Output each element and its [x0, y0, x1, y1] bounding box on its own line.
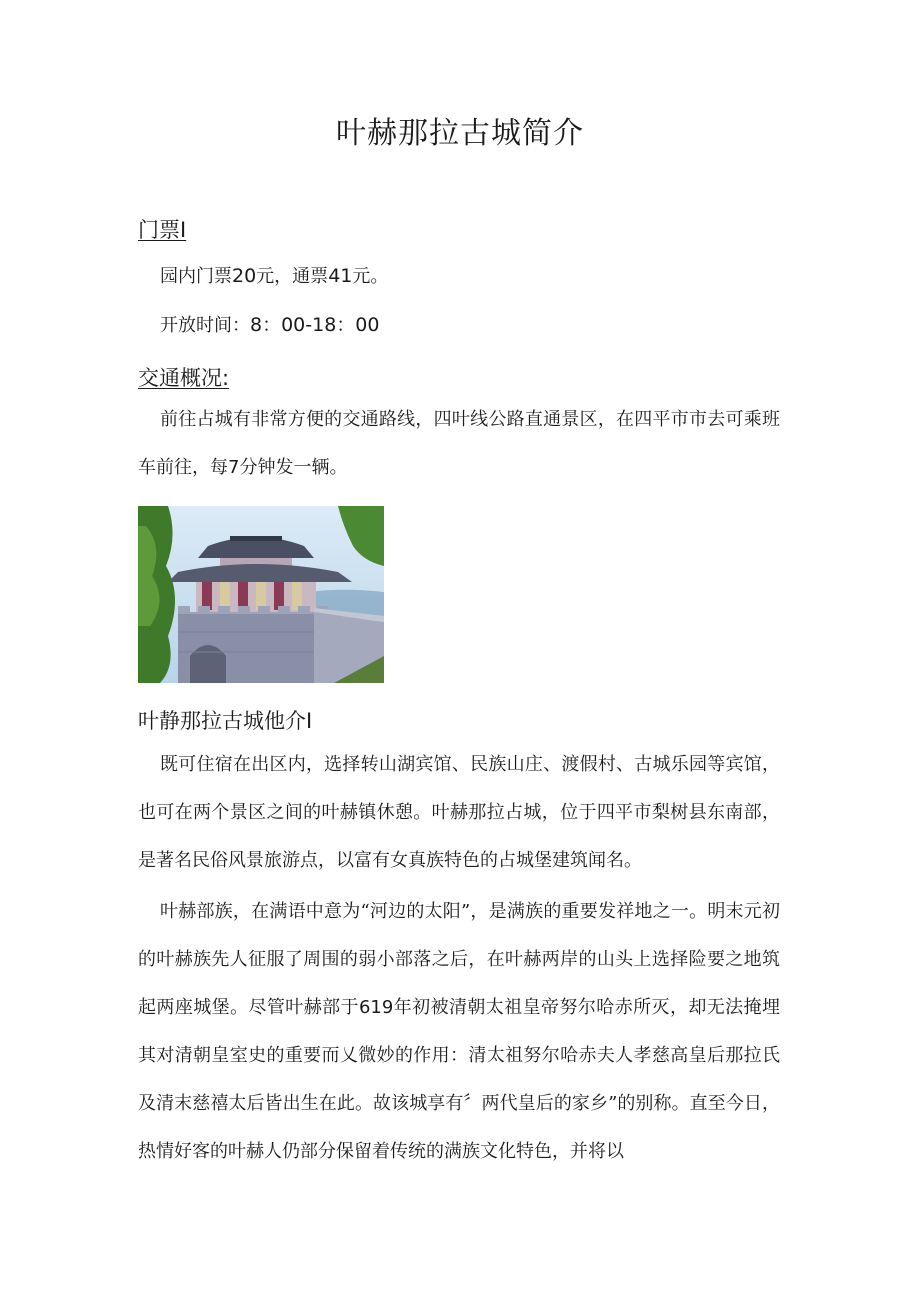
opening-hours-label: 开放时间： [160, 315, 250, 336]
intro-heading: 叶静那拉古城他介I [138, 709, 313, 733]
page-title: 叶赫那拉古城简介 [336, 116, 584, 151]
transport-text-b: 分钟发一辆。 [239, 457, 348, 478]
ticket-price-text-b: 元，通票 [256, 266, 329, 287]
transport-heading: 交通概况: [138, 366, 230, 390]
transport-paragraph [138, 396, 780, 492]
ticket-price-line [160, 262, 388, 288]
opening-hours-line [160, 310, 379, 337]
intro-paragraph-2-text-a: 叶赫部族，在满语中意为“河边的太阳”，是满族的重要发祥地之一。明末元初的叶赫族先人征服了周围的弱小部落之后，在叶赫两岸的山头上选择险要之地筑起两座城堡。尽管叶赫部于 [138, 901, 780, 1018]
intro-paragraph-2 [138, 888, 780, 1176]
intro-year: 619 [358, 997, 394, 1018]
transport-text-a: 前往占城有非常方便的交通路线，四叶线公路直通景区，在四平市市去可乘班车前往，每 [138, 409, 780, 478]
ancient-city-photo [138, 506, 384, 683]
transport-interval: 7 [228, 457, 240, 478]
tickets-heading: 门票I [138, 218, 187, 242]
ticket-price-combined: 41 [328, 265, 353, 287]
gate-tower-illustration [138, 506, 384, 683]
intro-paragraph-1: 既可住宿在出区内，选择转山湖宾馆、民族山庄、渡假村、古城乐园等宾馆，也可在两个景区之间的叶赫镇休憩。叶赫那拉占城，位于四平市梨树县东南部，是著名民俗风景旅游点，以富有女真族特色的占城堡建筑闻名。 [138, 754, 780, 871]
ticket-price-text-c: 元。 [352, 266, 389, 287]
intro-paragraph-2-text-b: 年初被清朝太祖皇帝努尔哈赤所灭，却无法掩埋其对清朝皇室史的重要而乂微妙的作用：清太祖努尔哈赤夫人孝慈高皇后那拉氏及清末慈禧太后皆出生在此。故该城享有〞两代皇后的家乡”的别称。直至今日，热情好客的叶赫人仍部分保留着传统的满族文化特色，并将以 [138, 997, 781, 1162]
ticket-price-park: 20 [232, 265, 257, 287]
ticket-price-text-a: 园内门票 [160, 266, 232, 287]
opening-hours-value: 8：00-18：00 [250, 314, 380, 336]
